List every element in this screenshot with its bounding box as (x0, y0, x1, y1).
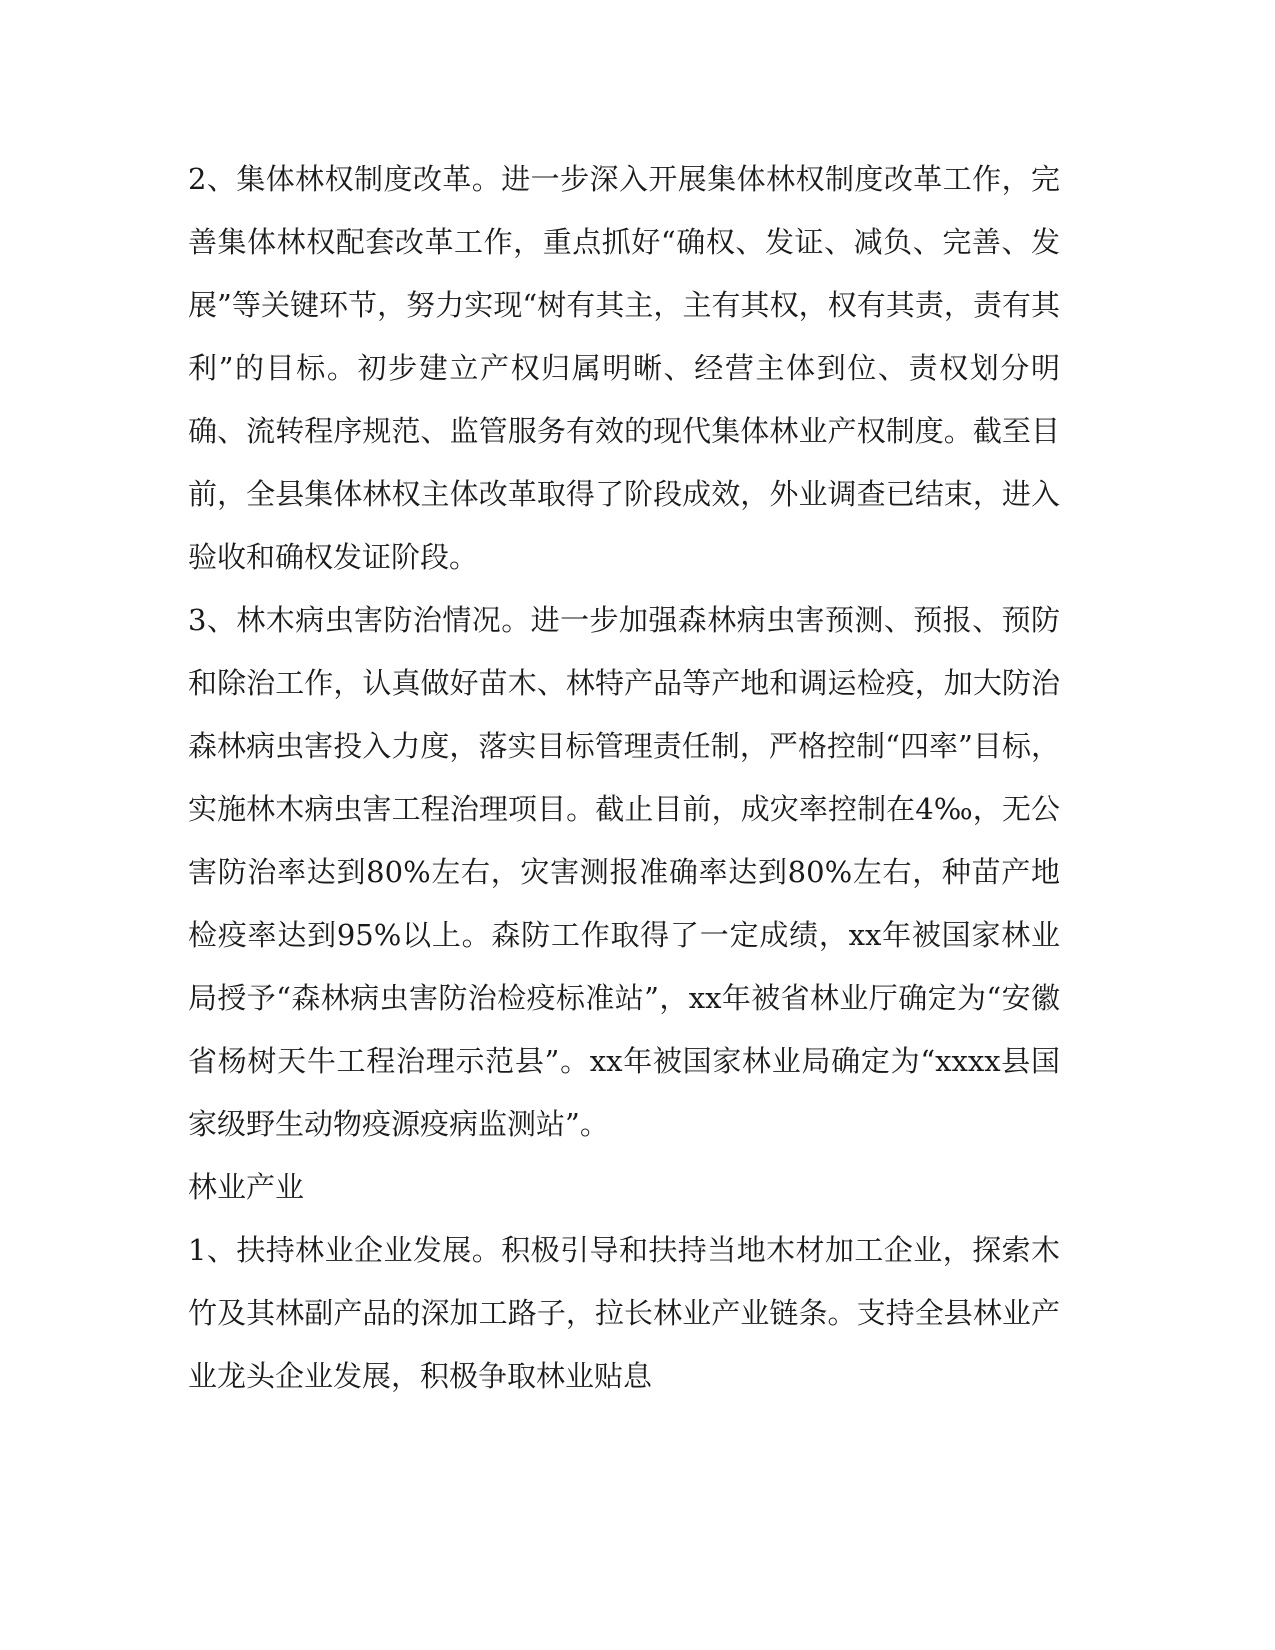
paragraph-pest-control: 3、林木病虫害防治情况。进一步加强森林病虫害预测、预报、预防和除治工作，认真做好苗木、林特产品等产地和调运检疫，加大防治森林病虫害投入力度，落实目标管理责任制，严格控制“四率”目标，实施林木病虫害工程治理项目。截止目前，成灾率控制在4‰，无公害防治率达到80%左右，灾害测报准确率达到80%左右，种苗产地检疫率达到95%以上。森防工作取得了一定成绩，xx年被国家林业局授予“森林病虫害防治检疫标准站”，xx年被省林业厅确定为“安徽省杨树天牛工程治理示范县”。xx年被国家林业局确定为“xxxx县国家级野生动物疫源疫病监测站”。 (188, 603, 1060, 1141)
paragraph-collective-forest-reform: 2、集体林权制度改革。进一步深入开展集体林权制度改革工作，完善集体林权配套改革工作，重点抓好“确权、发证、减负、完善、发展”等关键环节，努力实现“树有其主，主有其权，权有其责，责有其利”的目标。初步建立产权归属明晰、经营主体到位、责权划分明确、流转程序规范、监管服务有效的现代集体林业产权制度。截至目前，全县集体林权主体改革取得了阶段成效，外业调查已结束，进入验收和确权发证阶段。 (188, 162, 1060, 574)
section-heading-forestry-industry: 林业产业 (188, 1170, 305, 1204)
document-page (188, 148, 1060, 1408)
paragraph-support-enterprises: 1、扶持林业企业发展。积极引导和扶持当地木材加工企业，探索木竹及其林副产品的深加工路子，拉长林业产业链条。支持全县林业产业龙头企业发展，积极争取林业贴息 (188, 1233, 1060, 1393)
